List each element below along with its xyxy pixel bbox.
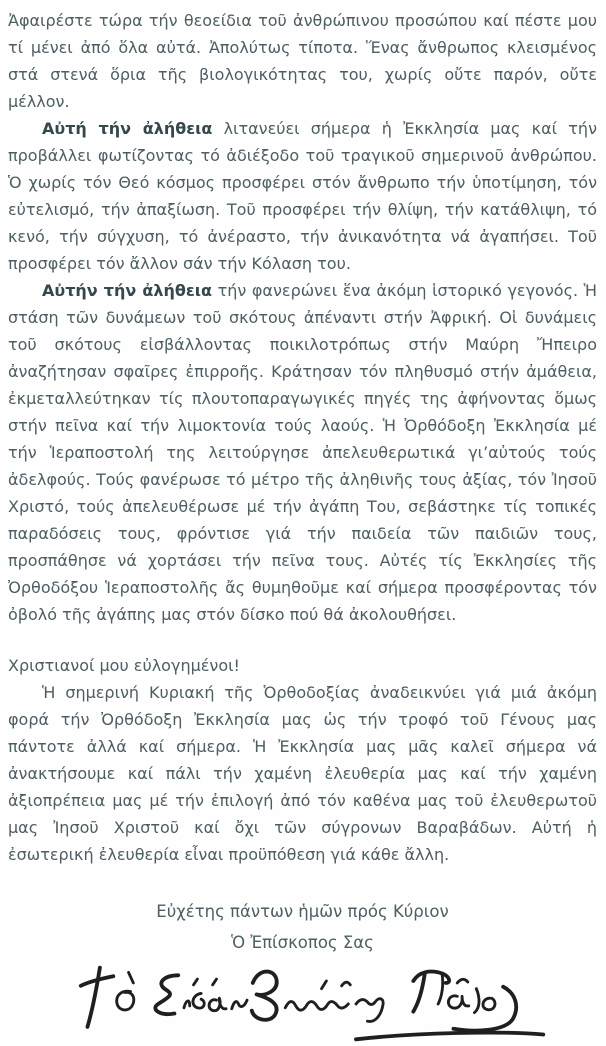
paragraph-2-bold-lead: Αὐτή τήν ἀλήθεια (42, 119, 213, 138)
salutation-line: Χριστιανοί μου εὐλογημένοι! (8, 656, 240, 675)
bishop-signature-image (60, 960, 565, 1046)
paragraph-1: Ἀφαιρέστε τώρα τήν θεοείδια τοῦ ἀνθρώπινου προσώπου καί πέστε μου τί μένει ἀπό ὅλα αὐτά. Ἀπολύτως τίποτα. Ἕνας ἄνθρωπος κλεισμένος στά στενά ὅρια τῆς βιολογικότητας του, χωρίς οὔτε παρόν, οὔτε μέλλον. (8, 11, 597, 111)
paragraph-3-bold-lead: Αὐτήν τήν ἀλήθεια (42, 281, 212, 300)
paragraph-3-text: τήν φανερώνει ἕνα ἀκόμη ἱστορικό γεγονός. Ἡ στάση τῶν δυνάμεων τοῦ σκότους ἀπέναντι στήν Ἀφρική. Οἱ δυνάμεις τοῦ σκότους εἰσβάλλοντας ποικιλοτρόπως στήν Μαύρη Ἤπειρο ἀναζήτησαν σφαῖρες ἐπιρροῆς. Κράτησαν τόν πληθυσμό στήν ἀμάθεια, ἐκμεταλλεύτηκαν τίς πλουτοπαραγωγικές πηγές της ἀφήνοντας ὅμως στήν πεῖνα καί τήν λιμοκτονία τούς λαούς. Ἡ Ὀρθόδοξη Ἐκκλησία μέ τήν Ἱεραποστολή της λειτούργησε ἀπελευθερωτικά γι’αὐτούς τούς ἀδελφούς. Τούς φανέρωσε τό μέτρο τῆς ἀληθινῆς τους ἀξίας, τόν Ἰησοῦ Χριστό, τούς ἀπελευθέρωσε μέ τήν ἀγάπη Του, σεβάστηκε τίς τοπικές παραδόσεις τους, φρόντισε γιά τήν παιδεία τῶν παιδιῶν τους, προσπάθησε νά χορτάσει τήν πεῖνα τους. Αὐτές τίς Ἐκκλησίες τῆς Ὀρθοδόξου Ἱεραποστολῆς ἄς θυμηθοῦμε καί σήμερα προσφέροντας τόν ὀβολό τῆς ἀγάπης μας στόν δίσκο πού θά ἀκολουθήσει. (8, 281, 598, 624)
closing-block (8, 896, 597, 958)
paragraph-2-text: λιτανεύει σήμερα ἡ Ἐκκλησία μας καί τήν προβάλλει φωτίζοντας τό ἀδιέξοδο τοῦ τραγικοῦ σημερινοῦ ἀνθρώπου. Ὁ χωρίς τόν Θεό κόσμος προσφέρει στόν ἄνθρωπο τήν ὑποτίμηση, τόν εὐτελισμό, τήν ἀπαξίωση. Τοῦ προσφέρει τήν θλίψη, τήν κατάθλιψη, τό κενό, τήν σύγχυση, τό ἀνέραστο, τήν ἀνικανότητα νά ἀγαπήσει. Τοῦ προσφέρει τόν ἄλλον σάν τήν Κόλαση του. (8, 119, 598, 273)
paragraph-2 (8, 115, 597, 277)
closing-line-bishop: Ὁ Ἐπίσκοπος Σας (231, 933, 374, 952)
paragraph-3 (8, 277, 597, 628)
paragraph-final: Ἡ σημερινή Κυριακή τῆς Ὀρθοδοξίας ἀναδεικνύει γιά μιά ἀκόμη φορά τήν Ὀρθόδοξη Ἐκκλησία μας ὡς τήν τροφό τοῦ Γένους μας πάντοτε ἀλλά καί σήμερα. Ἡ Ἐκκλησία μας μᾶς καλεῖ σήμερα νά ἀνακτήσουμε καί πάλι τήν χαμένη ἐλευθερία μας καί τήν χαμένη ἀξιοπρέπεια μας μέ τήν ἐπιλογή ἀπό τόν καθένα μας τοῦ ἐλευθερωτοῦ μας Ἰησοῦ Χριστοῦ καί ὄχι τῶν σύγρονων Βαραβάδων. Αὐτή ἡ ἐσωτερική ἐλευθερία εἶναι προϋπόθεση γιά κάθε ἄλλη. (8, 683, 597, 864)
closing-line-wish: Εὐχέτης πάντων ἡμῶν πρός Κύριον (156, 902, 449, 921)
bishop-signature (60, 960, 565, 1046)
